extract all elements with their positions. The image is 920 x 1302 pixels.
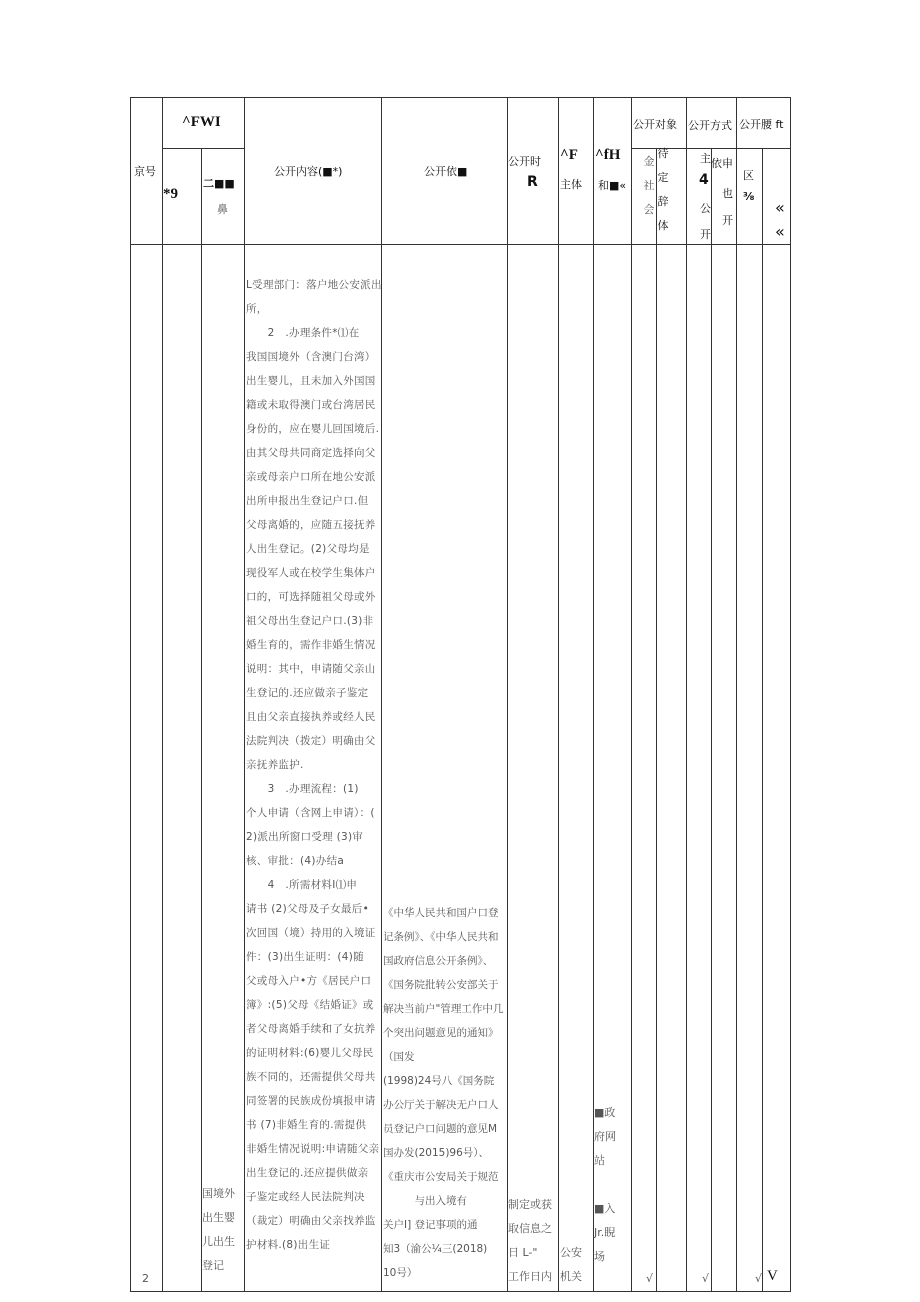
divider bbox=[736, 97, 737, 1292]
check-method-active: √ bbox=[702, 1272, 710, 1285]
text-line: 核、审批：(4)办结a bbox=[246, 855, 345, 867]
header-channel-b: 和■« bbox=[598, 179, 627, 192]
header-channel: ^fH bbox=[595, 147, 621, 163]
text-line: 《中华人民共和国户口登 bbox=[383, 907, 499, 919]
divider bbox=[162, 148, 244, 149]
header-seq: 京号 bbox=[134, 165, 156, 178]
text-line: 个人申请（含网上申请）：( bbox=[246, 807, 375, 819]
row-content bbox=[246, 273, 382, 1257]
divider bbox=[162, 97, 163, 1292]
text-line: 父母离婚的，应随五接抚养 bbox=[246, 519, 376, 531]
header-l2b: « bbox=[775, 222, 785, 241]
divider bbox=[656, 148, 657, 1292]
header-sub2b: 鼻 bbox=[217, 203, 228, 216]
text-line: ■政 bbox=[594, 1106, 616, 1119]
text-line: 场 bbox=[594, 1250, 605, 1263]
divider bbox=[244, 97, 245, 1292]
header-m1d: 开 bbox=[700, 228, 711, 241]
text-line: 书 (7)非婚生育的.需提供 bbox=[246, 1119, 367, 1131]
text-line: 出生婴儿，且未加入外国国 bbox=[246, 375, 376, 387]
text-line: 府网 bbox=[594, 1130, 616, 1143]
text-line: 婚生育的，需作非婚生情况 bbox=[246, 639, 376, 651]
text-line: 同签署的民族成份填报申请 bbox=[246, 1095, 376, 1107]
header-aud-public: 金 社 会 bbox=[643, 155, 655, 216]
divider bbox=[711, 148, 712, 1292]
text-line: 办公厅关于解决无户口人 bbox=[383, 1099, 499, 1111]
header-subject-b: 主体 bbox=[560, 178, 582, 191]
text-line: 《重庆市公安局关于规范 bbox=[383, 1171, 499, 1183]
header-subject: ^F bbox=[560, 147, 578, 163]
text-line: 的证明材料:(6)婴儿父母民 bbox=[246, 1047, 374, 1059]
header-m2a: 依申 bbox=[711, 157, 733, 170]
text-line: 亲或母亲户口所在地公安派 bbox=[246, 471, 376, 483]
text-line: 请书 (2)父母及子女最后• bbox=[246, 903, 370, 915]
text-line: 子鉴定或经人民法院判决 bbox=[246, 1191, 365, 1203]
table-border-top bbox=[130, 97, 791, 98]
header-m1b: 4 bbox=[699, 172, 709, 188]
header-time: 公开时 bbox=[508, 155, 541, 168]
text-line: 4 .所需材料I⑴申 bbox=[246, 879, 358, 891]
text-line: 非婚生情况说明:申请随父亲 bbox=[246, 1143, 380, 1155]
header-method: 公开方式 bbox=[688, 119, 732, 132]
text-line: 现役军人或在校学生集体户 bbox=[246, 567, 376, 579]
text-line: ■入 bbox=[594, 1202, 616, 1215]
text-line: 件：(3)出生证明：(4)随 bbox=[246, 951, 364, 963]
text-line: 生登记的.还应做亲子鉴定 bbox=[246, 687, 369, 699]
text-line: 国政府信息公开条例》、 bbox=[383, 955, 494, 967]
text-line bbox=[594, 1172, 616, 1196]
text-line: 10号） bbox=[383, 1267, 418, 1279]
text-line: （国发 bbox=[383, 1051, 415, 1063]
table-border-bottom bbox=[130, 1291, 791, 1292]
text-line: 关户I] 登记事项的通 bbox=[383, 1219, 478, 1231]
check-level-1: √ bbox=[755, 1272, 763, 1285]
text-line: 护材料.(8)出生证 bbox=[246, 1239, 331, 1251]
divider bbox=[631, 97, 632, 1292]
text-line: (1998)24号八《国务院 bbox=[383, 1075, 495, 1087]
header-m2b: 也 bbox=[722, 187, 733, 200]
text-line: 国办发(2015)96号）、 bbox=[383, 1147, 490, 1159]
text-line: 次回国（境）持用的入境证 bbox=[246, 927, 376, 939]
header-sub2a: 二■■ bbox=[203, 177, 235, 190]
header-m1c: 公 bbox=[700, 202, 711, 215]
header-basis: 公开依■ bbox=[424, 165, 468, 178]
text-line: 者父母离婚手续和了女抗养 bbox=[246, 1023, 376, 1035]
header-sub1: *9 bbox=[163, 186, 178, 202]
text-line: 记条例》、《中华人民共和 bbox=[383, 931, 499, 943]
row-category: 国境外 出生婴 儿出生 登记 bbox=[202, 1187, 235, 1272]
header-m1a: 主 bbox=[700, 152, 711, 165]
header-content: 公开内容(■*) bbox=[274, 165, 343, 178]
text-line: 族不同的，还需提供父母共 bbox=[246, 1071, 376, 1083]
text-line: 口的，可选择随祖父母或外 bbox=[246, 591, 376, 603]
row-seq: 2 bbox=[142, 1272, 149, 1285]
header-l2a: « bbox=[775, 198, 785, 217]
text-line: 解决当前户"管理工作中几 bbox=[383, 1003, 504, 1015]
row-channel bbox=[594, 1100, 616, 1268]
check-level-2: V bbox=[767, 1268, 778, 1284]
text-line: 个突出问题意见的通知》 bbox=[383, 1027, 499, 1039]
divider bbox=[201, 148, 202, 1292]
header-m2c: 开 bbox=[722, 214, 733, 227]
text-line: Jr.睨 bbox=[594, 1226, 616, 1239]
header-time-b: R bbox=[527, 174, 538, 190]
text-line: L受理部门：落户地公安派出 bbox=[246, 279, 382, 291]
text-line: 身份的，应在婴儿回国境后. bbox=[246, 423, 380, 435]
text-line: 与出入境有 bbox=[383, 1195, 467, 1207]
text-line: 祖父母出生登记户口.(3)非 bbox=[246, 615, 374, 627]
divider bbox=[558, 97, 559, 1292]
text-line: 出生登记的.还应提供做亲 bbox=[246, 1167, 369, 1179]
text-line: 籍或未取得澳门或台湾居民 bbox=[246, 399, 376, 411]
row-time: 制定或获 取信息之 日 L-" 工作日内 bbox=[508, 1198, 552, 1283]
divider bbox=[507, 97, 508, 1292]
divider bbox=[762, 148, 763, 1292]
text-line: 人出生登记。(2)父母均是 bbox=[246, 543, 370, 555]
text-line: 且由父亲直接执养或经人民 bbox=[246, 711, 376, 723]
text-line: 知3（渝公¼三(2018) bbox=[383, 1243, 488, 1255]
header-level: 公开腰 ft bbox=[739, 118, 784, 131]
divider bbox=[790, 97, 791, 1292]
divider bbox=[686, 97, 687, 1292]
text-line: 站 bbox=[594, 1154, 605, 1167]
text-line: 3 .办理流程：(1) bbox=[246, 783, 359, 795]
row-basis bbox=[383, 901, 503, 1285]
text-line: （裁定）明确由父亲找养监 bbox=[246, 1215, 376, 1227]
check-audience-public: √ bbox=[646, 1272, 654, 1285]
header-audience: 公开对象 bbox=[633, 118, 677, 131]
text-line: 亲抚养监护. bbox=[246, 759, 304, 771]
header-group: ^FWI bbox=[182, 114, 221, 130]
row-subject: 公安 机关 bbox=[560, 1246, 582, 1283]
header-l1b: ⅜ bbox=[743, 190, 755, 203]
divider bbox=[130, 97, 131, 1292]
text-line: 员登记户口问题的意见M bbox=[383, 1123, 498, 1135]
text-line: 法院判决（拨定）明确由父 bbox=[246, 735, 376, 747]
header-l1a: 区 bbox=[743, 169, 754, 182]
text-line: 由其父母共同商定选择向父 bbox=[246, 447, 376, 459]
text-line: 父或母入户•方《居民户口 bbox=[246, 975, 372, 987]
text-line: 说明：其中，申请随父亲山 bbox=[246, 663, 376, 675]
header-aud-specific: 待 定 辞 体 bbox=[657, 147, 669, 232]
text-line: 出所申报出生登记户口.但 bbox=[246, 495, 369, 507]
text-line: 《国务院批转公安部关于 bbox=[383, 979, 499, 991]
text-line: 2)派出所窗口受理 (3)审 bbox=[246, 831, 364, 843]
text-line: 簿》:(5)父母《结婚证》或 bbox=[246, 999, 374, 1011]
text-line: 我国国境外（含澳门台湾） bbox=[246, 351, 376, 363]
text-line: 2 .办理条件*⑴在 bbox=[246, 327, 360, 339]
text-line: 所， bbox=[246, 303, 268, 315]
header-bottom bbox=[130, 244, 791, 245]
